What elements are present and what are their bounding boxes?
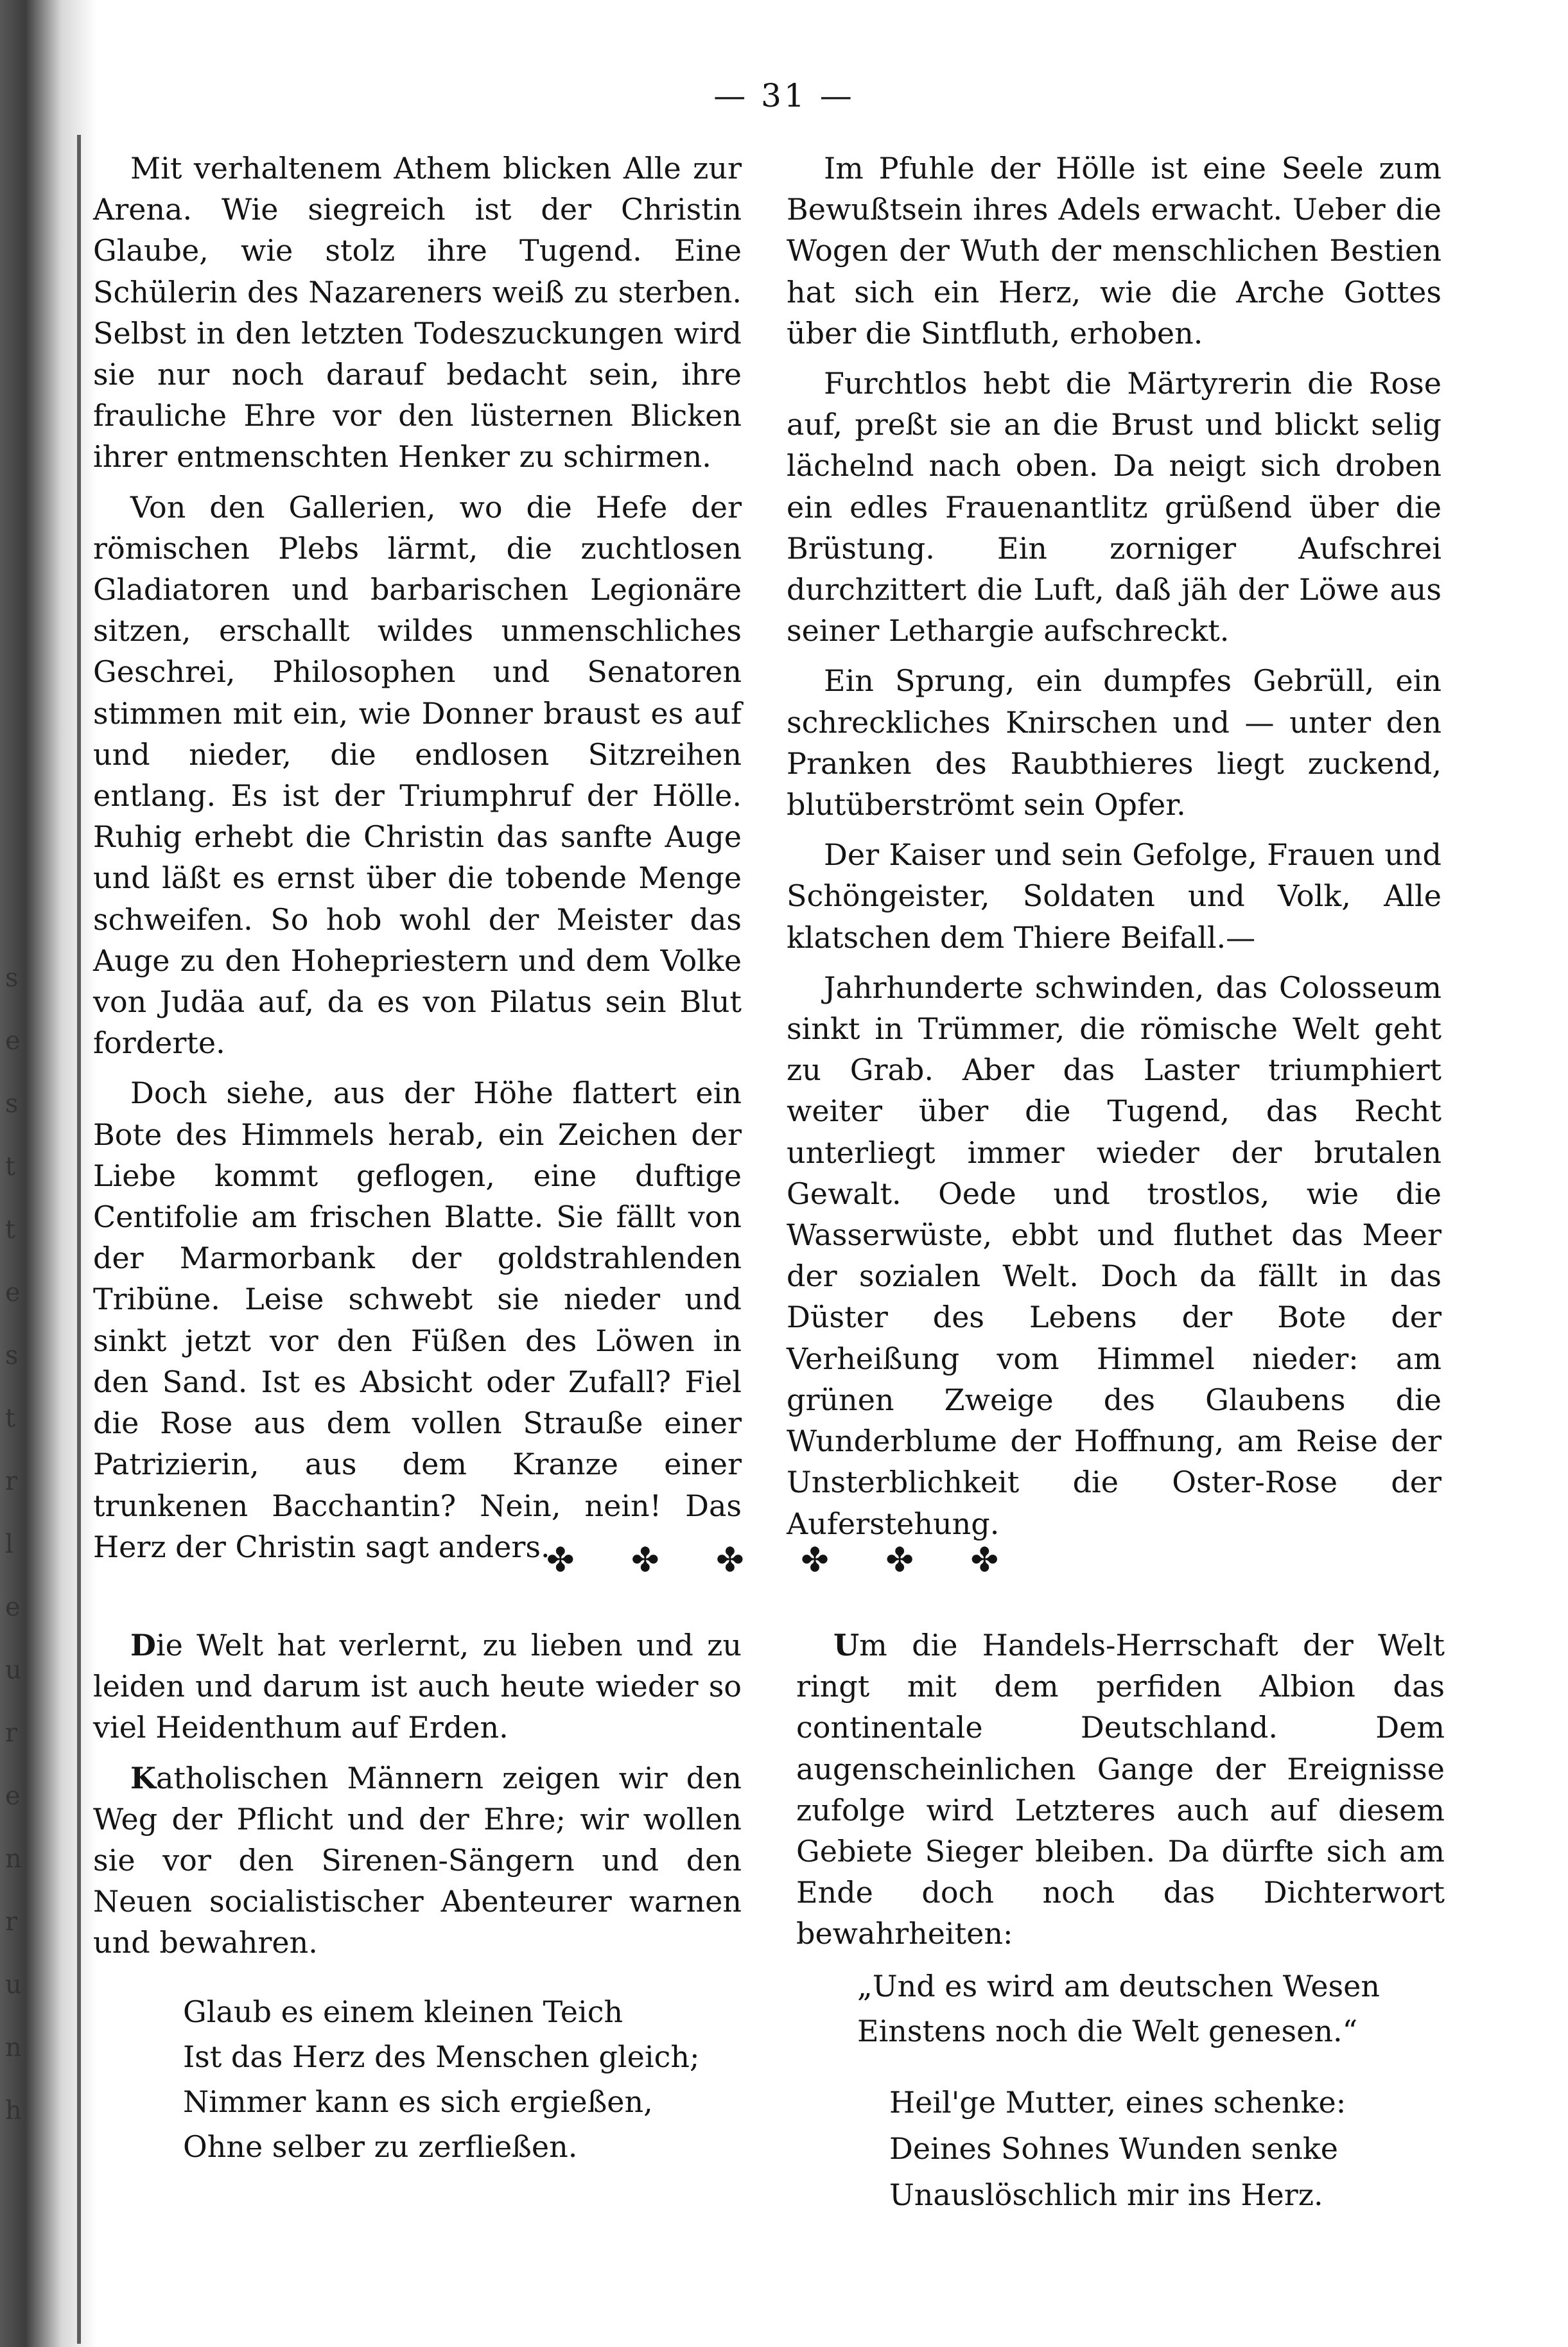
paragraph: Mit verhaltenem Athem blicken Alle zur Arena. Wie siegreich ist der Christin Glaube, wie stolz ihre Tugend. Eine Schülerin des Nazareners weiß zu sterben. Selbst in den letzten Todeszuckungen wird sie nur noch darauf bedacht sein, ihre frauliche Ehre vor den lüsternen Blicken ihrer entmenschten Henker zu schirmen. <box>93 151 742 475</box>
margin-letter: r <box>5 1467 18 1496</box>
margin-letter: r <box>5 1907 18 1937</box>
initial-letter: U <box>833 1628 860 1662</box>
margin-letter: e <box>5 1026 21 1056</box>
prayer-verse <box>796 2079 1445 2218</box>
right-column <box>787 148 1442 1553</box>
poem <box>93 1989 742 2169</box>
paragraph: Der Kaiser und sein Gefolge, Frauen und Schöngeister, Soldaten und Volk, Alle klatschen dem Thiere Beifall.— <box>787 837 1442 955</box>
paragraph <box>93 1758 742 1964</box>
margin-letter: s <box>5 963 19 993</box>
quote-line: Einstens noch die Welt genesen.“ <box>857 2013 1358 2048</box>
verse-line: Heil'ge Mutter, eines schenke: <box>889 2084 1346 2120</box>
margin-letter: t <box>5 1404 16 1433</box>
margin-letter: t <box>5 1152 16 1182</box>
page-number: — 31 — <box>713 77 855 114</box>
margin-letter: n <box>5 1844 22 1874</box>
margin-letter: e <box>5 1278 21 1307</box>
margin-letter: r <box>5 1718 18 1748</box>
margin-letter: u <box>5 1655 22 1685</box>
verse-line: Nimmer kann es sich ergießen, <box>183 2084 653 2119</box>
section-ornament: ✤ ✤ ✤ ✤ ✤ ✤ <box>546 1541 1022 1580</box>
verse-line: Deines Sohnes Wunden senke <box>889 2131 1338 2166</box>
paragraph <box>93 1625 742 1749</box>
lower-left-block <box>93 1625 742 2169</box>
lower-right-block <box>796 1625 1445 2218</box>
margin-letter: h <box>5 2096 22 2125</box>
paragraph-text: m die Handels-Herrschaft der Welt ringt mit dem perfiden Albion das continentale Deutschland. Dem augenscheinlichen Gange der Ereignisse zufolge wird Letzteres auch auf diesem Gebiete Sieger bleiben. Da dürfte sich am Ende doch noch das Dichterwort bewahrheiten: <box>796 1628 1445 1951</box>
paragraph <box>796 1625 1445 1955</box>
initial-letter: K <box>130 1760 156 1795</box>
verse-line: Unauslöschlich mir ins Herz. <box>889 2177 1323 2212</box>
margin-letter: s <box>5 1089 19 1119</box>
paragraph-text: atholischen Männern zeigen wir den Weg der Pflicht und der Ehre; wir wollen sie vor den Sirenen-Sängern und den Neuen socialistischer Abenteurer warnen und bewahren. <box>93 1760 742 1960</box>
paragraph: Von den Gallerien, wo die Hefe der römischen Plebs lärmt, die zuchtlosen Gladiatoren und barbarischen Legionäre sitzen, erschallt wildes unmenschliches Geschrei, Philosophen und Senatoren stimmen mit ein, wie Donner braust es auf und nieder, die endlosen Sitzreihen entlang. Es ist der Triumphruf der Hölle. Ruhig erhebt die Christin das sanfte Auge und läßt es ernst über die tobende Menge schweifen. So hob wohl der Meister das Auge zu den Hohepriestern und dem Volke von Judäa auf, da es von Pilatus sein Blut forderte. <box>93 489 742 1061</box>
paragraph: Furchtlos hebt die Märtyrerin die Rose auf, preßt sie an die Brust und blickt selig lächelnd nach oben. Da neigt sich droben ein edles Frauenantlitz grüßend über die Brüstung. Ein zorniger Aufschrei durchzittert die Luft, daß jäh der Löwe aus seiner Lethargie aufschreckt. <box>787 366 1442 649</box>
paragraph: Im Pfuhle der Hölle ist eine Seele zum Bewußtsein ihres Adels erwacht. Ueber die Wogen der Wuth der menschlichen Bestien hat sich ein Herz, wie die Arche Gottes über die Sintfluth, erhoben. <box>787 151 1442 351</box>
margin-letter: n <box>5 2033 22 2063</box>
initial-letter: D <box>130 1628 156 1662</box>
paragraph: Doch siehe, aus der Höhe flattert ein Bote des Himmels herab, ein Zeichen der Liebe kommt geflogen, eine duftige Centifolie am frischen Blatte. Sie fällt von der Marmorbank der goldstrahlenden Tribüne. Leise schwebt sie nieder und sinkt jetzt vor den Füßen des Löwen in den Sand. Ist es Absicht oder Zufall? Fiel die Rose aus dem vollen Strauße einer Patrizierin, aus dem Kranze einer trunkenen Bacchantin? Nein, nein! Das Herz der Christin sagt anders. <box>93 1076 742 1564</box>
margin-letter: s <box>5 1341 19 1370</box>
verse-line: Ist das Herz des Menschen gleich; <box>183 2039 700 2074</box>
quote-line: „Und es wird am deutschen Wesen <box>857 1968 1381 2003</box>
binding-rule <box>77 135 81 2344</box>
verse-line: Ohne selber zu zerfließen. <box>183 2129 578 2164</box>
margin-letter: u <box>5 1970 22 2000</box>
margin-letter: e <box>5 1592 21 1622</box>
paragraph: Jahrhunderte schwinden, das Colosseum sinkt in Trümmer, die römische Welt geht zu Grab. Aber das Laster triumphiert weiter über die Tugend, das Recht unterliegt immer wieder der brutalen Gewalt. Oede und trostlos, wie die Wasserwüste, ebbt und fluthet das Meer der sozialen Welt. Doch da fällt in das Düster des Lebens der Bote der Verheißung vom Himmel nieder: am grünen Zweige des Glaubens die Wunderblume der Hoffnung, am Reise der Unsterblichkeit die Oster-Rose der Auferstehung. <box>787 970 1442 1541</box>
left-column <box>93 148 742 1576</box>
paragraph: Ein Sprung, ein dumpfes Gebrüll, ein schreckliches Knirschen und — unter den Pranken des Raubthieres liegt zuckend, blutüberströmt sein Opfer. <box>787 663 1442 823</box>
paragraph-text: ie Welt hat verlernt, zu lieben und zu leiden und darum ist auch heute wieder so viel Heidenthum auf Erden. <box>93 1628 742 1745</box>
quotation <box>796 1964 1445 2054</box>
margin-letter: l <box>5 1530 13 1559</box>
margin-letter: t <box>5 1215 16 1244</box>
verse-line: Glaub es einem kleinen Teich <box>183 1994 623 2029</box>
margin-letter: e <box>5 1781 21 1811</box>
